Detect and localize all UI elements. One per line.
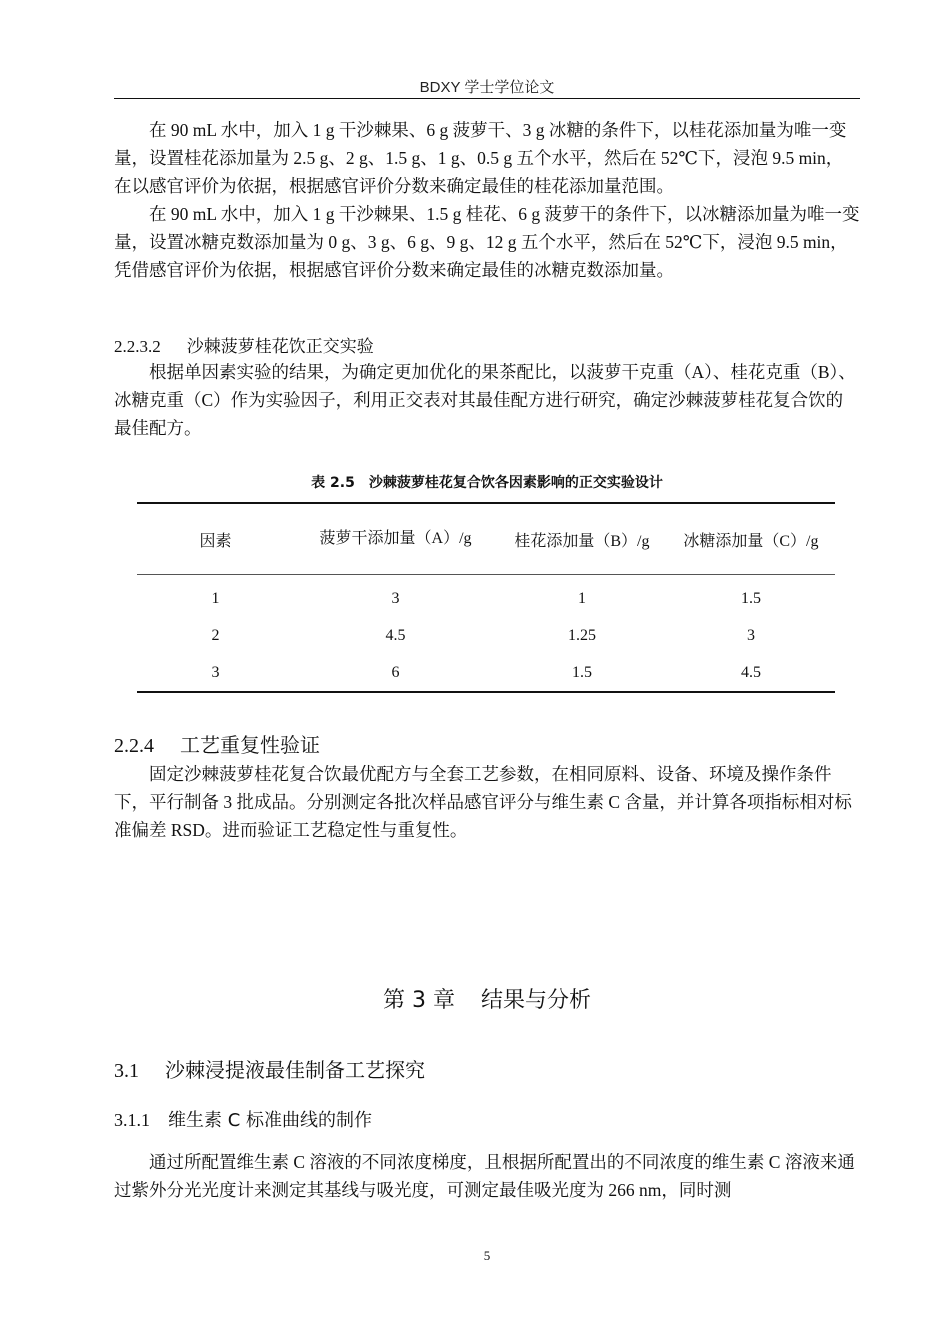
orthogonal-design-table <box>137 502 835 693</box>
body-text-block <box>114 116 860 284</box>
table-row <box>137 654 835 692</box>
table-cell: 3 <box>746 626 755 644</box>
table-cell: 1 <box>211 589 220 607</box>
section-title: 维生素 C 标准曲线的制作 <box>168 1110 373 1131</box>
table-caption: 表 2.5 沙棘菠萝桂花复合饮各因素影响的正交实验设计 <box>311 475 663 491</box>
section-title: 沙棘菠萝桂花饮正交实验 <box>186 337 374 357</box>
paragraph-orthogonal: 根据单因素实验的结果，为确定更加优化的果茶配比，以菠萝干克重（A）、桂花克重（B）、冰糖克重（C）作为实验因子，利用正交表对其最佳配方进行研究，确定沙棘菠萝桂花复合饮的最佳配方。 <box>114 362 856 438</box>
table-header-cell: 冰糖添加量（C）/g <box>667 503 835 575</box>
section-number: 2.2.3.2 <box>114 337 161 356</box>
table-row <box>137 575 835 618</box>
section-heading-311 <box>114 1106 372 1132</box>
table-header-row <box>137 503 835 575</box>
table-header-cell: 桂花添加量（B）/g <box>497 503 667 575</box>
table-cell: 3 <box>137 654 294 692</box>
table-header-cell: 因素 <box>137 503 294 575</box>
paragraph-osmanthus-level: 在 90 mL 水中，加入 1 g 干沙棘果、6 g 菠萝干、3 g 冰糖的条件下，以桂花添加量为唯一变量，设置桂花添加量为 2.5 g、2 g、1.5 g、1 g、0.5 g 五个水平，然后在 52℃下，浸泡 9.5 min，在以感官评价为依据，根据感官评价分数来确定最佳的桂花添加量范围。 <box>114 120 847 196</box>
table-cell: 4.5 <box>385 626 406 644</box>
section-heading-224 <box>114 729 320 758</box>
table-cell: 1 <box>577 589 586 607</box>
paragraph-repeatability: 固定沙棘菠萝桂花复合饮最优配方与全套工艺参数，在相同原料、设备、环境及操作条件下，平行制备 3 批成品。分别测定各批次样品感官评分与维生素 C 含量，并计算各项指标相对标准偏差 RSD。进而验证工艺稳定性与重复性。 <box>114 764 852 840</box>
header-rule <box>114 98 860 99</box>
section-number: 3.1.1 <box>114 1110 150 1130</box>
table-cell: 6 <box>294 654 497 692</box>
table-cell: 2 <box>211 626 220 644</box>
table-cell: 1.5 <box>497 654 667 692</box>
section-title: 工艺重复性验证 <box>180 733 320 757</box>
table-cell: 1.25 <box>567 626 596 644</box>
section-number: 2.2.4 <box>114 735 154 757</box>
body-text-block <box>114 760 860 844</box>
body-text-block <box>114 358 860 442</box>
paragraph-sugar-level: 在 90 mL 水中，加入 1 g 干沙棘果、1.5 g 桂花、6 g 菠萝干的条件下，以冰糖添加量为唯一变量，设置冰糖克数添加量为 0 g、3 g、6 g、9 g、12 g 五个水平，然后在 52℃下，浸泡 9.5 min，凭借感官评价为依据，根据感官评价分数来确定最佳的冰糖克数添加量。 <box>114 204 860 280</box>
table-header-cell: 菠萝干添加量（A）/g <box>294 503 497 575</box>
page-number: 5 <box>483 1248 491 1263</box>
section-heading-31 <box>114 1054 425 1083</box>
table-cell: 1.5 <box>740 589 761 607</box>
paragraph-vitamin-c: 通过所配置维生素 C 溶液的不同浓度梯度，且根据所配置出的不同浓度的维生素 C 溶液来通过紫外分光光度计来测定其基线与吸光度，可测定最佳吸光度为 266 nm，同时测 <box>114 1152 855 1200</box>
chapter-heading <box>114 983 860 1014</box>
page-header: BDXY 学士学位论文 <box>419 79 555 96</box>
body-text-block <box>114 1148 860 1204</box>
section-title: 沙棘浸提液最佳制备工艺探究 <box>165 1058 425 1082</box>
section-heading-2232 <box>114 332 374 357</box>
chapter-label: 第 3 章 <box>383 988 455 1013</box>
table-row <box>137 617 835 654</box>
section-number: 3.1 <box>114 1060 139 1082</box>
chapter-title: 结果与分析 <box>480 988 591 1013</box>
table-cell: 4.5 <box>667 654 835 692</box>
table-cell: 3 <box>391 589 400 607</box>
